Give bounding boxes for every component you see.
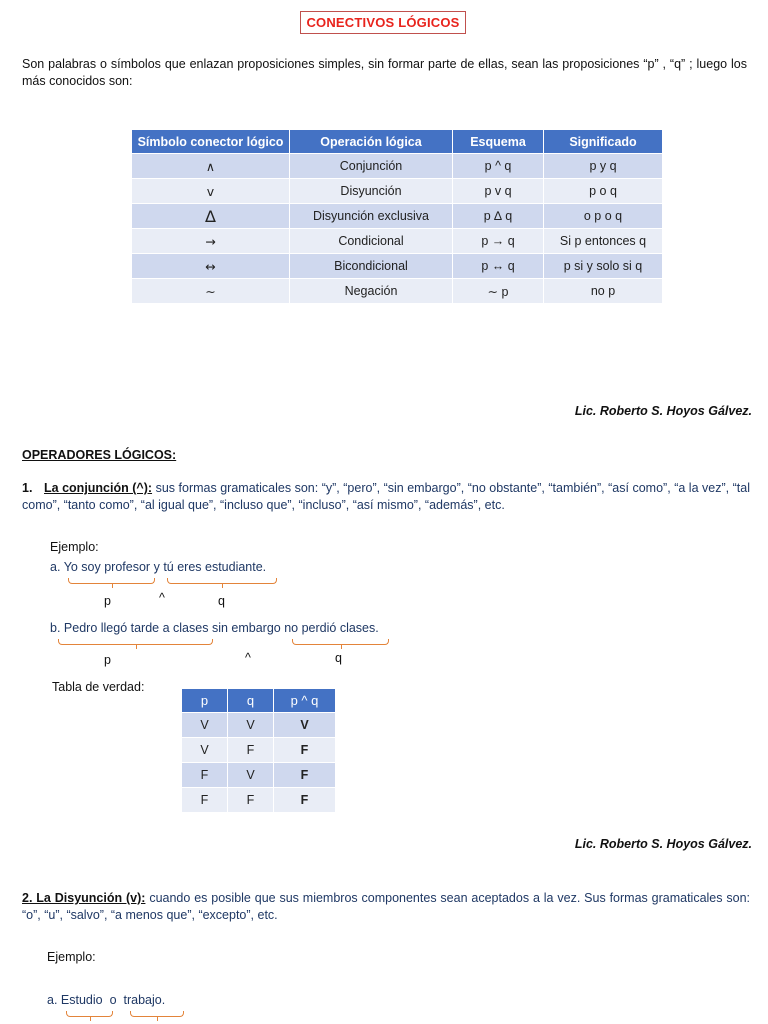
table-row (182, 788, 336, 813)
symbol-cell: ∧ (132, 154, 290, 179)
example-part-p: Pedro llegó tarde a clases (63, 621, 209, 635)
meaning-cell: p y q (544, 154, 663, 179)
example-marker: a. (47, 993, 58, 1007)
column-header-q: q (228, 689, 274, 713)
table-row (132, 229, 663, 254)
table-row (132, 254, 663, 279)
variable-p: p (104, 653, 111, 667)
connectors-table-header-row (132, 130, 663, 154)
operator-and: ^ (245, 651, 251, 665)
scheme-cell: p ↔ q (453, 254, 544, 279)
operator-and: ^ (159, 591, 165, 605)
conjunction-label: La conjunción (^): (44, 481, 153, 495)
meaning-cell: no p (544, 279, 663, 304)
brace-q (292, 639, 389, 645)
operation-cell: Disyunción exclusiva (290, 204, 453, 229)
truth-cell-p: V (182, 713, 228, 738)
example-part-p: Yo soy profesor (63, 560, 151, 574)
conjunction-paragraph (22, 480, 750, 514)
symbol-cell: ∼ (132, 279, 290, 304)
operation-cell: Condicional (290, 229, 453, 254)
disjunction-label: 2. La Disyunción (v): (22, 891, 146, 905)
column-header-symbol: Símbolo conector lógico (132, 130, 290, 154)
symbol-cell: v (132, 179, 290, 204)
truth-cell-p: F (182, 763, 228, 788)
connectors-table (131, 129, 663, 304)
table-row (132, 279, 663, 304)
truth-cell-result: F (274, 788, 336, 813)
truth-cell-result: F (274, 738, 336, 763)
truth-cell-q: F (228, 788, 274, 813)
example-part-q: no perdió clases. (284, 621, 379, 635)
table-row (132, 179, 663, 204)
table-row (132, 154, 663, 179)
conjunction-example-a (50, 560, 266, 574)
brace-p (66, 1011, 113, 1017)
page-title: CONECTIVOS LÓGICOS (300, 11, 466, 34)
disjunction-example-label: Ejemplo: (47, 950, 96, 964)
column-header-scheme: Esquema (453, 130, 544, 154)
brace-q (167, 578, 277, 584)
disjunction-paragraph (22, 890, 750, 924)
meaning-cell: p si y solo si q (544, 254, 663, 279)
intro-paragraph: Son palabras o símbolos que enlazan proposiciones simples, sin formar parte de ellas, sean las proposiciones “p” , “q” ; luego los más conocidos son: (22, 57, 747, 88)
scheme-cell: p v q (453, 179, 544, 204)
scheme-cell: p ∆ q (453, 204, 544, 229)
table-row (182, 738, 336, 763)
disjunction-example-a (47, 993, 165, 1007)
truth-table (181, 688, 336, 813)
truth-cell-p: F (182, 788, 228, 813)
table-row (182, 763, 336, 788)
example-marker: b. (50, 621, 61, 635)
variable-q: q (218, 594, 225, 608)
variable-p: p (104, 594, 111, 608)
column-header-p: p (182, 689, 228, 713)
column-header-operation: Operación lógica (290, 130, 453, 154)
example-part-p: Estudio (60, 993, 103, 1007)
column-header-p-and-q: p ^ q (274, 689, 336, 713)
conjunction-example-label: Ejemplo: (50, 540, 99, 554)
operation-cell: Disyunción (290, 179, 453, 204)
example-connector: y (153, 560, 160, 574)
scheme-cell: ∼ p (453, 279, 544, 304)
truth-table-label: Tabla de verdad: (52, 680, 145, 694)
truth-cell-q: V (228, 713, 274, 738)
operation-cell: Negación (290, 279, 453, 304)
scheme-cell: p ^ q (453, 154, 544, 179)
truth-cell-p: V (182, 738, 228, 763)
truth-cell-result: V (274, 713, 336, 738)
table-row (132, 204, 663, 229)
operators-heading: OPERADORES LÓGICOS: (22, 448, 177, 462)
disjunction-text: cuando es posible que sus miembros componentes sean aceptados a la vez. Sus formas gramaticales son: “o”, “u”, “salvo”, “a menos que”, “excepto”, etc. (22, 891, 750, 922)
variable-q: q (335, 651, 342, 665)
table-row (182, 713, 336, 738)
truth-cell-result: F (274, 763, 336, 788)
example-marker: a. (50, 560, 61, 574)
example-connector: sin embargo (211, 621, 281, 635)
operation-cell: Conjunción (290, 154, 453, 179)
truth-cell-q: V (228, 763, 274, 788)
example-connector: o (109, 993, 117, 1007)
column-header-meaning: Significado (544, 130, 663, 154)
conjunction-example-b (50, 621, 379, 635)
meaning-cell: Si p entonces q (544, 229, 663, 254)
symbol-cell: ↔ (132, 254, 290, 279)
truth-cell-q: F (228, 738, 274, 763)
operation-cell: Bicondicional (290, 254, 453, 279)
meaning-cell: p o q (544, 179, 663, 204)
author-signature: Lic. Roberto S. Hoyos Gálvez. (574, 404, 752, 418)
conjunction-number: 1. (22, 481, 33, 495)
brace-q (130, 1011, 184, 1017)
brace-p (68, 578, 155, 584)
brace-p (58, 639, 213, 645)
meaning-cell: o p o q (544, 204, 663, 229)
symbol-cell: ∆ (132, 204, 290, 229)
symbol-cell: → (132, 229, 290, 254)
example-part-q: trabajo. (123, 993, 166, 1007)
example-part-q: tú eres estudiante. (163, 560, 267, 574)
conjunction-text: sus formas gramaticales son: “y”, “pero”, “sin embargo”, “no obstante”, “también”, “así como”, “a la vez”, “tal como”, “tanto como”, “al igual que”, “incluso que”, “incluso”, “así mismo”, “además”, etc. (22, 481, 750, 512)
author-signature: Lic. Roberto S. Hoyos Gálvez. (574, 837, 752, 851)
truth-table-header-row (182, 689, 336, 713)
scheme-cell: p → q (453, 229, 544, 254)
